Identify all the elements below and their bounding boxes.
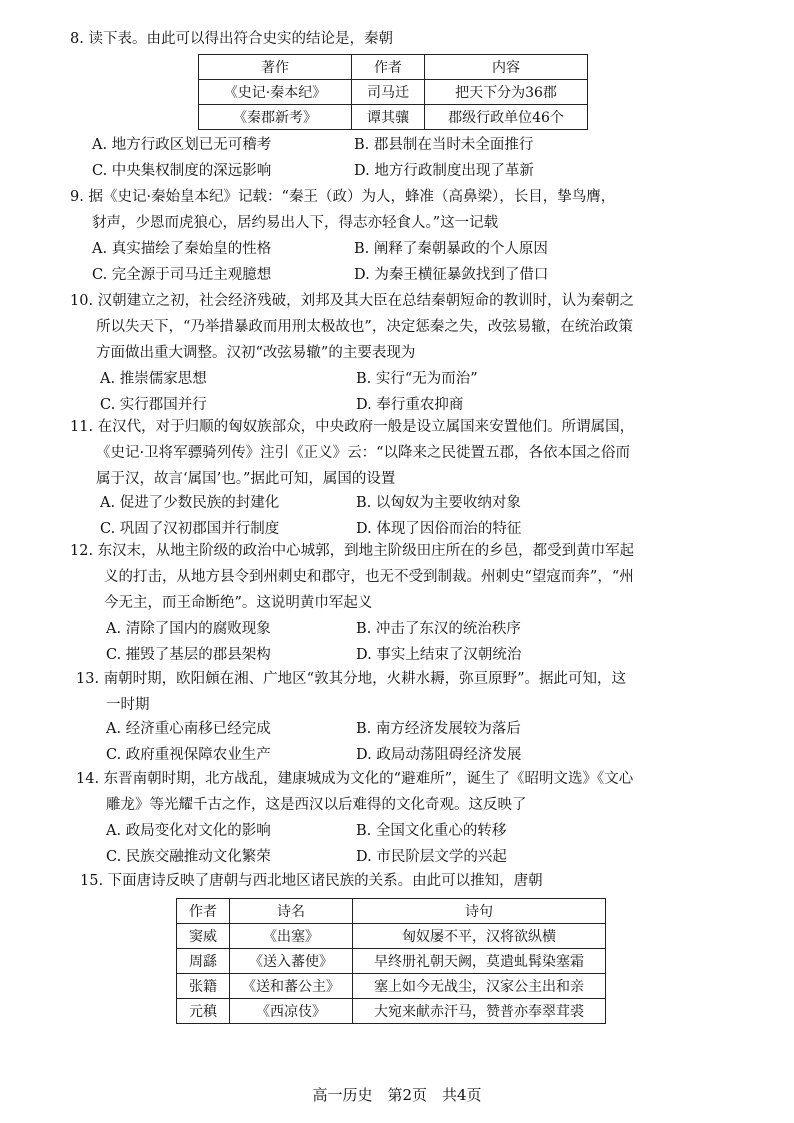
question-10-options: [100, 366, 750, 418]
question-14-line: 雕龙》等光耀千古之作，这是西汉以后难得的文化奇观。这反映了: [106, 797, 527, 813]
question-12-line: 今无主，而王命断绝”。这说明黄巾军起义: [104, 595, 373, 611]
option-b: B. 冲击了东汉的统治秩序: [356, 621, 521, 637]
question-12-line: 义的打击，从地方县令到州刺史和郡守，也无不受到制裁。州刺史“望寇而奔”，“州: [104, 569, 634, 585]
question-8-options: [92, 132, 742, 184]
option-d: D. 政局动荡阻碍经济发展: [356, 747, 522, 763]
question-12: [70, 538, 634, 616]
question-15-table: [176, 898, 606, 1024]
option-d: D. 地方行政制度出现了革新: [354, 163, 534, 179]
question-11: [70, 414, 634, 492]
table-row: [177, 999, 606, 1024]
table-row: [177, 924, 606, 949]
option-a: A. 经济重心南移已经完成: [106, 721, 271, 737]
table-cell: 《送和蕃公主》: [230, 974, 353, 999]
option-b: B. 南方经济发展较为落后: [356, 721, 521, 737]
question-9-options: [92, 236, 742, 288]
question-13-line: 一时期: [106, 697, 150, 713]
table-header-row: [177, 899, 606, 924]
table-row: [177, 949, 606, 974]
table-header-cell: 诗句: [353, 899, 606, 924]
table-cell: 周繇: [177, 949, 230, 974]
option-c: C. 摧毁了基层的郡县架构: [106, 647, 271, 663]
option-c: C. 实行郡国并行: [100, 397, 207, 413]
question-15-stem: 15. 下面唐诗反映了唐朝与西北地区诸民族的关系。由此可以推知，唐朝: [80, 873, 543, 889]
question-11-line: 属于汉，故言‘属国’也。”据此可知，属国的设置: [96, 471, 396, 487]
question-11-line: 《史记·卫将军骠骑列传》注引《正义》云：“以降来之民徙置五郡，各依本国之俗而: [96, 445, 631, 461]
table-cell: 《送入蕃使》: [230, 949, 353, 974]
question-13-line: 13. 南朝时期，欧阳頠在湘、广地区“敦其分地，火耕水耨，弥亘原野”。据此可知，这: [76, 671, 626, 687]
option-a: A. 清除了国内的腐败现象: [106, 621, 271, 637]
table-cell: 塞上如今无战尘，汉家公主出和亲: [353, 974, 606, 999]
table-cell: 《西凉伎》: [230, 999, 353, 1024]
table-cell: 张籍: [177, 974, 230, 999]
question-9: [70, 184, 615, 236]
question-14-options: [106, 818, 756, 870]
table-cell: 《出塞》: [230, 924, 353, 949]
option-a: A. 促进了少数民族的封建化: [100, 495, 280, 511]
option-d: D. 市民阶层文学的兴起: [356, 849, 507, 865]
table-cell: 窦威: [177, 924, 230, 949]
option-c: C. 政府重视保障农业生产: [106, 747, 271, 763]
option-c: C. 完全源于司马迁主观臆想: [92, 267, 272, 283]
table-cell: 元稹: [177, 999, 230, 1024]
table-header-cell: 内容: [425, 55, 588, 80]
table-cell: 大宛来献赤汗马，赞普亦奉翠茸裘: [353, 999, 606, 1024]
option-a: A. 真实描绘了秦始皇的性格: [92, 241, 272, 257]
table-cell: 早终册礼朝天阙，莫遣虬髯染塞霜: [353, 949, 606, 974]
question-11-options: [100, 490, 750, 542]
option-b: B. 实行“无为而治”: [356, 371, 478, 387]
question-14: [76, 766, 633, 818]
question-8-table: [198, 54, 588, 130]
table-header-cell: 著作: [199, 55, 352, 80]
table-header-row: [199, 55, 588, 80]
option-b: B. 阐释了秦朝暴政的个人原因: [354, 241, 548, 257]
table-row: [177, 974, 606, 999]
option-c: C. 中央集权制度的深远影响: [92, 163, 272, 179]
option-d: D. 奉行重农抑商: [356, 397, 464, 413]
option-d: D. 体现了因俗而治的特征: [356, 521, 522, 537]
option-b: B. 以匈奴为主要收纳对象: [356, 495, 521, 511]
question-12-line: 12. 东汉末，从地主阶级的政治中心城郭，到地主阶级田庄所在的乡邑，都受到黄巾军起: [70, 543, 635, 559]
question-10: [70, 288, 634, 366]
table-row: [199, 80, 588, 105]
question-10-line: 方面做出重大调整。汉初“改弦易辙”的主要表现为: [96, 345, 416, 361]
table-cell: 《史记·秦本纪》: [199, 80, 352, 105]
option-d: D. 事实上结束了汉朝统治: [356, 647, 522, 663]
question-13-options: [106, 716, 756, 768]
question-14-line: 14. 东晋南朝时期，北方战乱，建康城成为文化的“避难所”，诞生了《昭明文选》《文心: [76, 771, 634, 787]
question-12-options: [106, 616, 756, 668]
question-11-line: 11. 在汉代，对于归顺的匈奴族部众，中央政府一般是设立属国来安置他们。所谓属国，: [70, 419, 635, 435]
table-cell: 匈奴屡不平，汉将欲纵横: [353, 924, 606, 949]
question-8-stem: 8. 读下表。由此可以得出符合史实的结论是，秦朝: [70, 31, 393, 47]
table-cell: 把天下分为36郡: [425, 80, 588, 105]
table-cell: 郡级行政单位46个: [425, 105, 588, 130]
option-a: A. 地方行政区划已无可稽考: [92, 137, 272, 153]
table-header-cell: 作者: [177, 899, 230, 924]
table-row: [199, 105, 588, 130]
option-d: D. 为秦王横征暴敛找到了借口: [354, 267, 549, 283]
question-13: [76, 666, 626, 718]
option-c: C. 民族交融推动文化繁荣: [106, 849, 271, 865]
option-b: B. 全国文化重心的转移: [356, 823, 507, 839]
question-10-line: 所以失天下，“乃举措暴政而用刑太极故也”，决定惩秦之失，改弦易辙，在统治政策: [96, 319, 633, 335]
page-footer: 高一历史 第2页 共4页: [312, 1086, 482, 1104]
table-cell: 司马迁: [352, 80, 425, 105]
question-10-line: 10. 汉朝建立之初，社会经济残破，刘邦及其大臣在总结秦朝短命的教训时，认为秦朝之: [70, 293, 635, 309]
question-8: [70, 26, 393, 52]
option-a: A. 推崇儒家思想: [100, 371, 207, 387]
option-a: A. 政局变化对文化的影响: [106, 823, 271, 839]
question-9-line: 豺声，少恩而虎狼心，居约易出人下，得志亦轻食人。”这一记载: [92, 215, 499, 231]
table-cell: 谭其骧: [352, 105, 425, 130]
table-header-cell: 诗名: [230, 899, 353, 924]
question-9-line: 9. 据《史记·秦始皇本纪》记载：“秦王（政）为人，蜂准（高鼻梁），长目，挚鸟膺，: [70, 189, 616, 205]
option-b: B. 郡县制在当时未全面推行: [354, 137, 534, 153]
table-header-cell: 作者: [352, 55, 425, 80]
option-c: C. 巩固了汉初郡国并行制度: [100, 521, 280, 537]
table-cell: 《秦郡新考》: [199, 105, 352, 130]
question-15: [80, 868, 543, 894]
